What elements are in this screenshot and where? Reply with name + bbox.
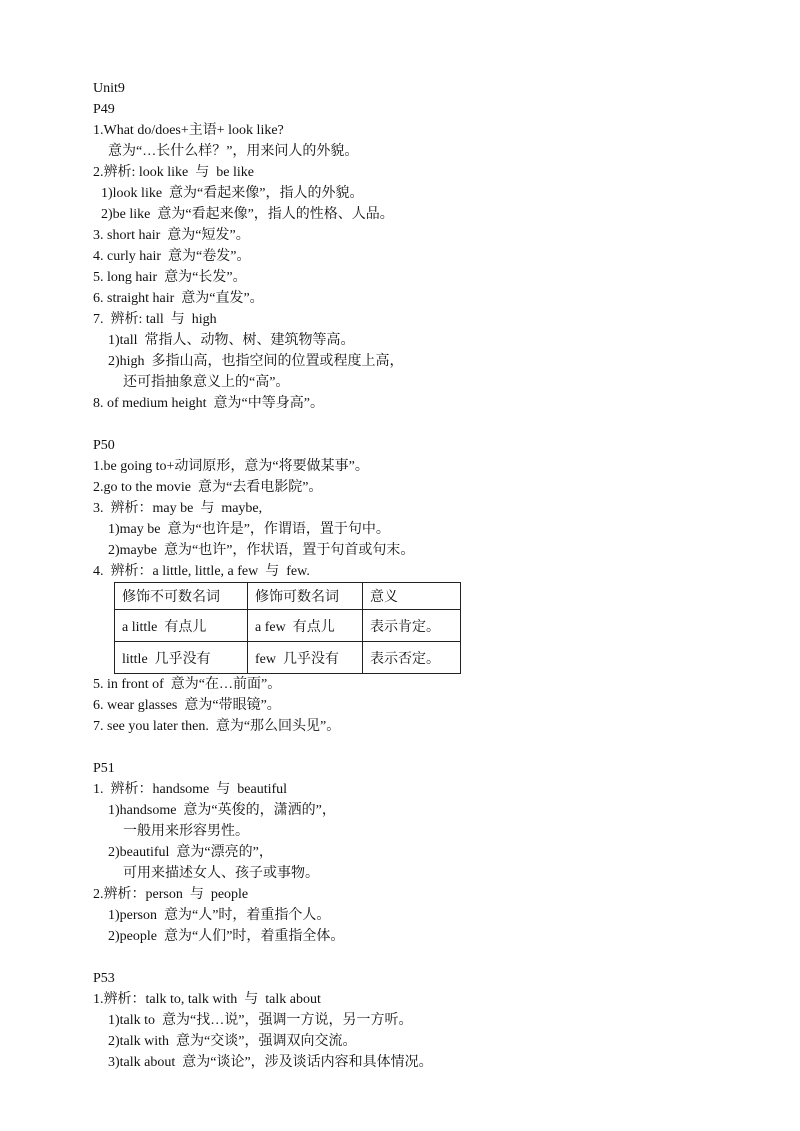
text-line: 1)look like 意为“看起来像”，指人的外貌。 <box>101 186 364 201</box>
section-heading-p49: P49 <box>93 102 115 117</box>
table-cell: 表示否定。 <box>363 642 461 674</box>
comparison-table <box>114 582 461 674</box>
table-header-cell: 修饰不可数名词 <box>115 583 248 610</box>
text-line: 2)high 多指山高，也指空间的位置或程度上高， <box>108 354 404 369</box>
text-line: 5. long hair 意为“长发”。 <box>93 270 247 285</box>
text-line: 1)handsome 意为“英俊的，潇洒的”， <box>108 803 336 818</box>
text-line: 1)tall 常指人、动物、树、建筑物等高。 <box>108 333 355 348</box>
spacer <box>93 947 733 968</box>
text-line: 2.辨析：person 与 people <box>93 887 249 902</box>
text-line: 3)talk about 意为“谈论”，涉及谈话内容和具体情况。 <box>108 1055 433 1070</box>
table-cell: few 几乎没有 <box>248 642 363 674</box>
section-heading-p50: P50 <box>93 438 115 453</box>
table-header-cell: 意义 <box>363 583 461 610</box>
text-line: 可用来描述女人、孩子或事物。 <box>123 866 319 881</box>
text-line: 1. 辨析：handsome 与 beautiful <box>93 782 288 797</box>
text-line: 意为“…长什么样？”，用来问人的外貌。 <box>108 144 359 159</box>
text-line: 2)maybe 意为“也许”，作状语，置于句首或句末。 <box>108 543 415 558</box>
text-line: 2.辨析: look like 与 be like <box>93 165 254 180</box>
text-line: 6. wear glasses 意为“带眼镜”。 <box>93 698 281 713</box>
table-cell: a few 有点儿 <box>248 610 363 642</box>
section-heading-p53: P53 <box>93 971 115 986</box>
table-cell: 表示肯定。 <box>363 610 461 642</box>
text-line: 4. 辨析：a little, little, a few 与 few. <box>93 564 310 579</box>
text-line: 8. of medium height 意为“中等身高”。 <box>93 396 324 411</box>
text-line: 4. curly hair 意为“卷发”。 <box>93 249 251 264</box>
text-line: 7. 辨析: tall 与 high <box>93 312 217 327</box>
text-line: 1)may be 意为“也许是”，作谓语，置于句中。 <box>108 522 390 537</box>
text-line: 1.What do/does+主语+ look like? <box>93 123 284 138</box>
text-line: 1.辨析：talk to, talk with 与 talk about <box>93 992 321 1007</box>
text-line: 3. short hair 意为“短发”。 <box>93 228 250 243</box>
text-line: 还可指抽象意义上的“高”。 <box>123 375 290 390</box>
text-line: 1)person 意为“人”时，着重指个人。 <box>108 908 331 923</box>
section-heading-p51: P51 <box>93 761 115 776</box>
document-page <box>93 78 733 1073</box>
spacer <box>93 737 733 758</box>
table-header-row <box>115 583 461 610</box>
text-line: 6. straight hair 意为“直发”。 <box>93 291 264 306</box>
table-row <box>115 610 461 642</box>
table-cell: a little 有点儿 <box>115 610 248 642</box>
text-line: 2)talk with 意为“交谈”，强调双向交流。 <box>108 1034 357 1049</box>
text-line: 1.be going to+动词原形，意为“将要做某事”。 <box>93 459 369 474</box>
table-cell: little 几乎没有 <box>115 642 248 674</box>
table-row <box>115 642 461 674</box>
text-line: 2.go to the movie 意为“去看电影院”。 <box>93 480 323 495</box>
text-line: 一般用来形容男性。 <box>123 824 249 839</box>
spacer <box>93 414 733 435</box>
table-header-cell: 修饰可数名词 <box>248 583 363 610</box>
unit-title: Unit9 <box>93 81 125 96</box>
text-line: 2)beautiful 意为“漂亮的”， <box>108 845 273 860</box>
text-line: 5. in front of 意为“在…前面”。 <box>93 677 282 692</box>
text-line: 2)people 意为“人们”时，着重指全体。 <box>108 929 345 944</box>
text-line: 2)be like 意为“看起来像”，指人的性格、人品。 <box>101 207 394 222</box>
text-line: 7. see you later then. 意为“那么回头见”。 <box>93 719 341 734</box>
text-line: 3. 辨析：may be 与 maybe, <box>93 501 263 516</box>
text-line: 1)talk to 意为“找…说”，强调一方说，另一方听。 <box>108 1013 413 1028</box>
